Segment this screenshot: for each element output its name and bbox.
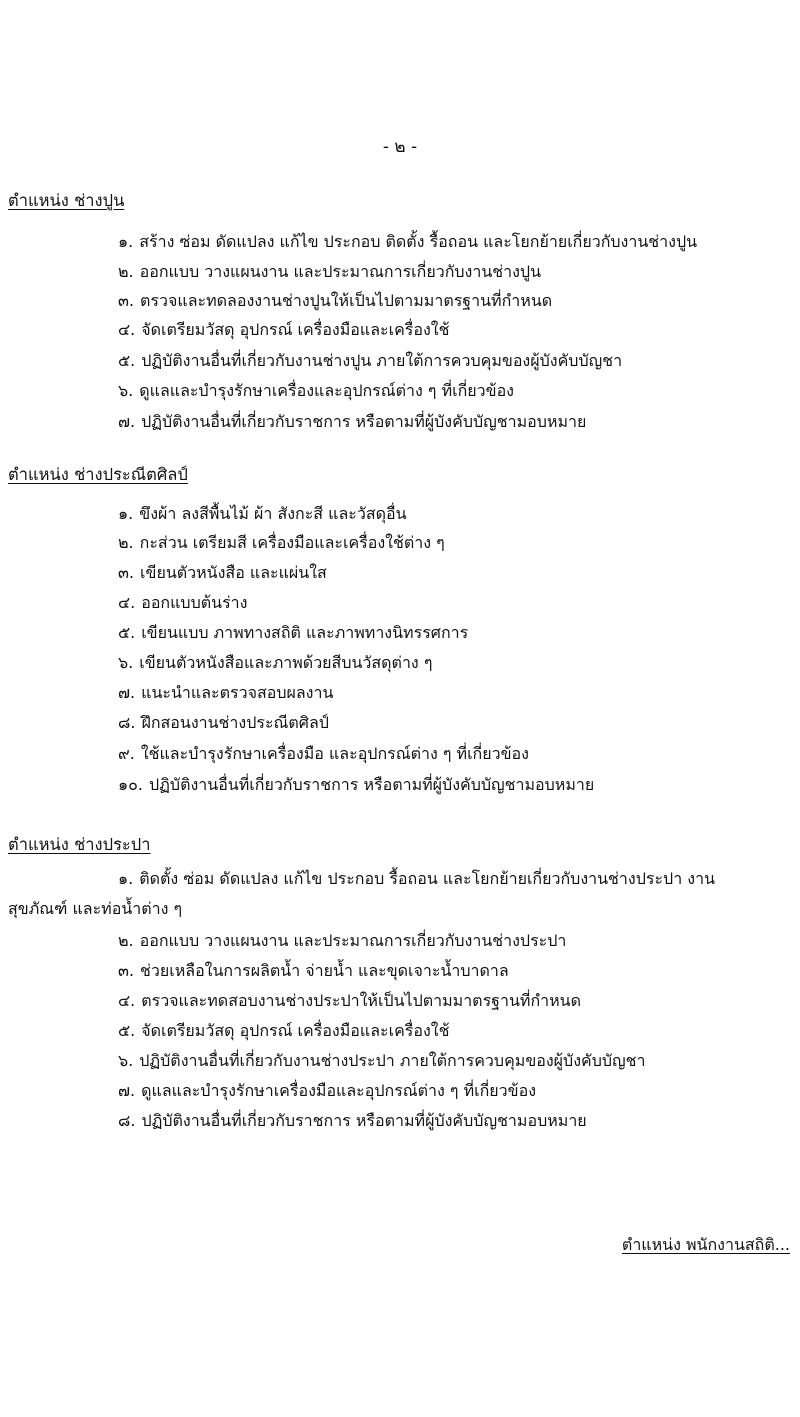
section-title: ตำแหน่ง ช่างประปา (8, 835, 151, 854)
page-number: - ๒ - (382, 137, 418, 157)
section-title: ตำแหน่ง ช่างประณีตศิลป์ (8, 465, 188, 484)
list-item: ๔. ตรวจและทดสอบงานช่างประปาให้เป็นไปตามมาตรฐานที่กำหนด (118, 991, 582, 1010)
list-item: ๗. แนะนำและตรวจสอบผลงาน (118, 683, 334, 702)
list-item: ๔. ออกแบบต้นร่าง (118, 593, 248, 612)
list-item: ๗. ดูแลและบำรุงรักษาเครื่องมือและอุปกรณ์ต่าง ๆ ที่เกี่ยวข้อง (118, 1081, 537, 1100)
list-item: ๒. ออกแบบ วางแผนงาน และประมาณการเกี่ยวกับงานช่างปูน (118, 262, 542, 281)
list-item: ๒. ออกแบบ วางแผนงาน และประมาณการเกี่ยวกับงานช่างประปา (118, 931, 567, 950)
list-item: ๓. ช่วยเหลือในการผลิตน้ำ จ่ายน้ำ และขุดเจาะน้ำบาดาล (118, 961, 509, 980)
list-item: ๓. เขียนตัวหนังสือ และแผ่นใส (118, 563, 327, 582)
list-item-continuation: สุขภัณฑ์ และท่อน้ำต่าง ๆ (8, 899, 183, 918)
list-item: ๑. ติดตั้ง ซ่อม ดัดแปลง แก้ไข ประกอบ รื้อถอน และโยกย้ายเกี่ยวกับงานช่างประปา งาน (118, 869, 716, 888)
list-item: ๑. สร้าง ซ่อม ดัดแปลง แก้ไข ประกอบ ติดตั้ง รื้อถอน และโยกย้ายเกี่ยวกับงานช่างปูน (118, 232, 698, 251)
list-item: ๕. เขียนแบบ ภาพทางสถิติ และภาพทางนิทรรศการ (118, 623, 469, 642)
list-item: ๑๐. ปฏิบัติงานอื่นที่เกี่ยวกับราชการ หรือตามที่ผู้บังคับบัญชามอบหมาย (118, 775, 595, 794)
list-item: ๕. จัดเตรียมวัสดุ อุปกรณ์ เครื่องมือและเครื่องใช้ (118, 1021, 450, 1040)
list-item: ๑. ขึงผ้า ลงสีพื้นไม้ ผ้า สังกะสี และวัสดุอื่น (118, 504, 407, 523)
list-item: ๘. ฝึกสอนงานช่างประณีตศิลป์ (118, 713, 329, 732)
list-item: ๗. ปฏิบัติงานอื่นที่เกี่ยวกับราชการ หรือตามที่ผู้บังคับบัญชามอบหมาย (118, 412, 587, 431)
list-item: ๖. ปฏิบัติงานอื่นที่เกี่ยวกับงานช่างประปา ภายใต้การควบคุมของผู้บังคับบัญชา (118, 1051, 646, 1070)
list-item: ๕. ปฏิบัติงานอื่นที่เกี่ยวกับงานช่างปูน ภายใต้การควบคุมของผู้บังคับบัญชา (118, 351, 623, 370)
list-item: ๖. ดูแลและบำรุงรักษาเครื่องและอุปกรณ์ต่าง ๆ ที่เกี่ยวข้อง (118, 381, 514, 400)
list-item: ๔. จัดเตรียมวัสดุ อุปกรณ์ เครื่องมือและเครื่องใช้ (118, 320, 450, 339)
next-page-heading: ตำแหน่ง พนักงานสถิติ... (621, 1235, 790, 1254)
list-item: ๙. ใช้และบำรุงรักษาเครื่องมือ และอุปกรณ์ต่าง ๆ ที่เกี่ยวข้อง (118, 744, 529, 763)
list-item: ๘. ปฏิบัติงานอื่นที่เกี่ยวกับราชการ หรือตามที่ผู้บังคับบัญชามอบหมาย (118, 1111, 587, 1130)
list-item: ๓. ตรวจและทดลองงานช่างปูนให้เป็นไปตามมาตรฐานที่กำหนด (118, 291, 553, 310)
list-item: ๒. กะส่วน เตรียมสี เครื่องมือและเครื่องใช้ต่าง ๆ (118, 533, 445, 552)
list-item: ๖. เขียนตัวหนังสือและภาพด้วยสีบนวัสดุต่าง ๆ (118, 653, 433, 672)
section-title: ตำแหน่ง ช่างปูน (8, 191, 125, 210)
